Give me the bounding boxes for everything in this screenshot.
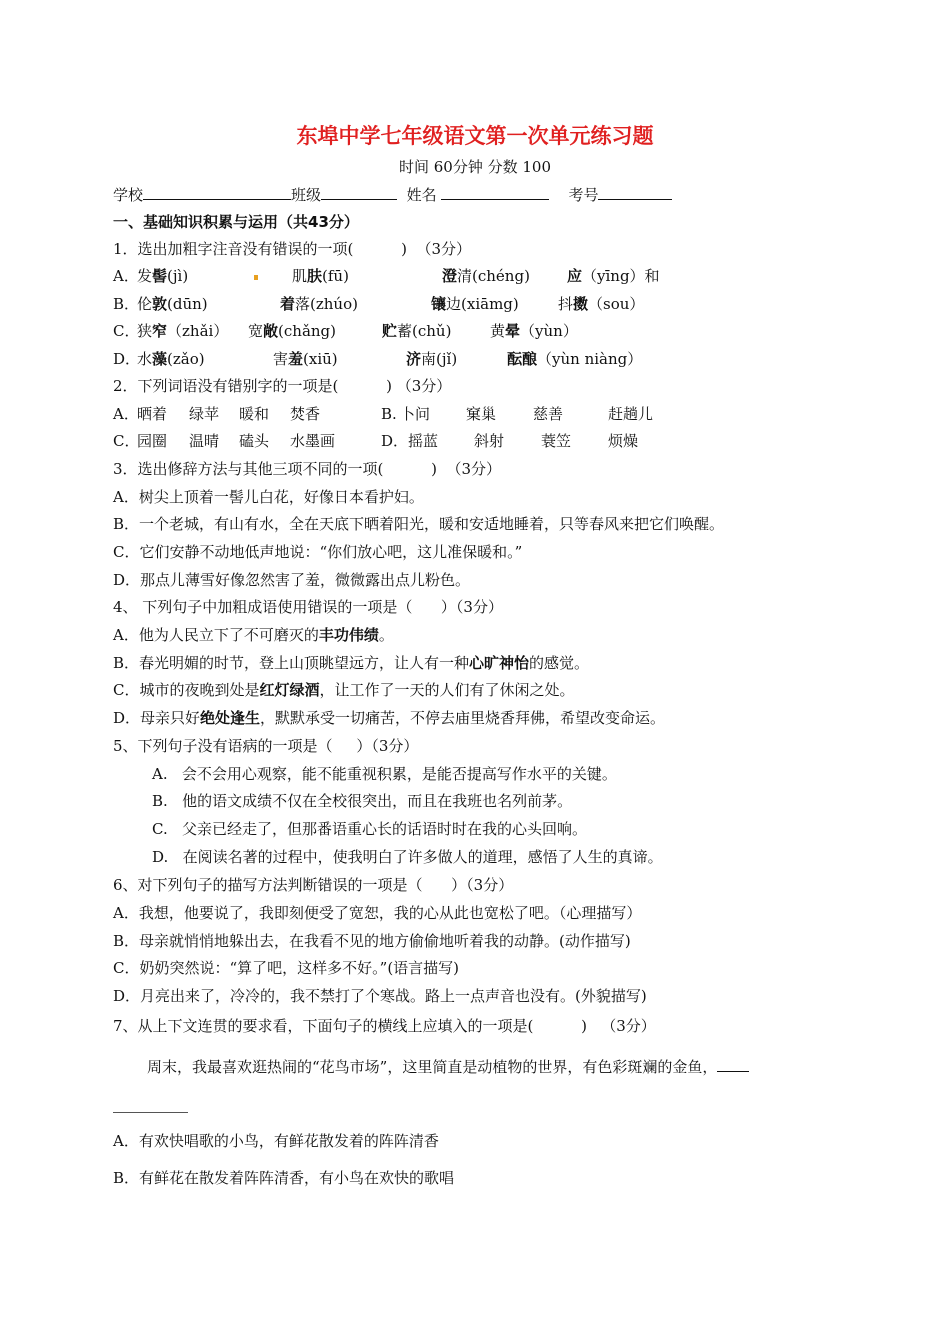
q1-option-b-label: B． — [113, 295, 140, 313]
q3-option-b: B．一个老城，有山有水，全在天底下晒着阳光，暖和安适地睡着，只等春风来把它们唤醒。 — [113, 515, 725, 533]
q2-word: 磕头 — [239, 432, 270, 450]
q5-option-b: B. 他的语文成绩不仅在全校很突出，而且在我班也名列前茅。 — [152, 792, 573, 810]
student-info-line — [113, 184, 672, 205]
section-heading: 一、基础知识积累与运用（共43分） — [113, 213, 359, 231]
q6-option-b: B．母亲就悄悄地躲出去，在我看不见的地方偷偷地听着我的动静。(动作描写) — [113, 932, 631, 950]
q2-option-b-label: B. — [381, 405, 397, 423]
q2-word: 摇蓝 — [408, 432, 439, 450]
question-3-stem: 3．选出修辞方法与其他三项不同的一项( ) （3分） — [113, 460, 502, 478]
school-blank[interactable] — [143, 184, 291, 200]
q2-word: 斜射 — [474, 432, 505, 450]
q5-option-a: A. 会不会用心观察，能不能重视积累，是能否提高写作水平的关键。 — [152, 765, 617, 783]
q1-option-d-item-4: 酝酿（yùn niàng） — [507, 350, 643, 368]
q2-word: 蓑笠 — [541, 432, 572, 450]
q4-option-c: C．城市的夜晚到处是红灯绿酒，让工作了一天的人们有了休闲之处。 — [113, 681, 575, 699]
q4-option-a: A．他为人民立下了不可磨灭的丰功伟绩。 — [113, 626, 394, 644]
q1-option-b-item-1: 伦敦(dūn) — [137, 295, 208, 313]
question-1-stem: 1．选出加粗字注音没有错误的一项( ) （3分） — [113, 240, 472, 258]
q2-word: 窠巢 — [466, 405, 497, 423]
exam-no-label: 考号 — [568, 186, 599, 204]
name-label: 姓名 — [406, 186, 437, 204]
q4-option-b: B．春光明媚的时节，登上山顶眺望远方，让人有一种心旷神怡的感觉。 — [113, 654, 590, 672]
q5-option-d: D. 在阅读名著的过程中，使我明白了许多做人的道理，感悟了人生的真谛。 — [152, 848, 663, 866]
q3-option-a: A．树尖上顶着一髻儿白花，好像日本看护妇。 — [113, 488, 424, 506]
q7-answer-blank[interactable] — [717, 1056, 749, 1072]
q1-option-d-item-2: 害羞(xiū) — [273, 350, 338, 368]
class-label: 班级 — [291, 186, 322, 204]
q7-option-b: B．有鲜花在散发着阵阵清香，有小鸟在欢快的歌唱 — [113, 1169, 455, 1187]
q3-option-c: C．它们安静不动地低声地说：“你们放心吧，这儿准保暖和。” — [113, 543, 523, 561]
name-blank[interactable] — [441, 184, 549, 200]
exam-no-blank[interactable] — [598, 184, 672, 200]
q7-option-a: A．有欢快唱歌的小鸟，有鲜花散发着的阵阵清香 — [113, 1132, 439, 1150]
q1-option-a-item-4: 应（yīng）和 — [567, 267, 660, 285]
q5-option-c: C. 父亲已经走了，但那番语重心长的话语时时在我的心头回响。 — [152, 820, 588, 838]
q2-word: 卜问 — [400, 405, 431, 423]
q2-option-a-label: A． — [113, 405, 139, 423]
q1-option-a-item-1: 发髻(jì) — [137, 267, 189, 285]
school-label: 学校 — [113, 186, 144, 204]
q1-option-b-item-2: 着落(zhúo) — [280, 295, 358, 313]
q1-option-a-item-3: 澄清(chéng) — [442, 267, 530, 285]
q6-option-c: C．奶奶突然说：“算了吧，这样多不好。”(语言描写) — [113, 959, 460, 977]
q2-word: 赶趟儿 — [608, 405, 654, 423]
q2-word: 晒着 — [137, 405, 168, 423]
q1-option-d-item-1: 水藻(zǎo) — [137, 350, 205, 368]
question-2-stem: 2．下列词语没有错别字的一项是( ) （3分） — [113, 377, 452, 395]
q2-word: 慈善 — [533, 405, 564, 423]
exam-subtitle: 时间 60分钟 分数 100 — [398, 158, 552, 176]
q6-option-d: D．月亮出来了，冷冷的，我不禁打了个寒战。路上一点声音也没有。(外貌描写) — [113, 987, 647, 1005]
answer-line[interactable] — [113, 1112, 188, 1113]
q1-option-a-item-2: 肌肤(fū) — [292, 267, 349, 285]
q1-option-c-item-2: 宽敞(chǎng) — [248, 322, 337, 340]
q1-option-d-label: D． — [113, 350, 141, 368]
exam-title: 东埠中学七年级语文第一次单元练习题 — [296, 124, 654, 148]
q2-option-d-label: D． — [381, 432, 409, 450]
question-6-stem: 6、对下列句子的描写方法判断错误的一项是（ ）（3分） — [113, 876, 514, 894]
q2-word: 烦燥 — [608, 432, 639, 450]
q1-option-d-item-3: 济南(jǐ) — [406, 350, 458, 368]
class-blank[interactable] — [321, 184, 397, 200]
question-4-stem: 4、 下列句子中加粗成语使用错误的一项是（ ）（3分） — [113, 598, 503, 616]
q7-passage: 周末，我最喜欢逛热闹的“花鸟市场”，这里简直是动植物的世界，有色彩斑斓的金鱼， — [147, 1056, 749, 1077]
q1-option-a-label: A． — [113, 267, 139, 285]
q2-word: 绿苹 — [189, 405, 220, 423]
question-5-stem: 5、下列句子没有语病的一项是（ ）（3分） — [113, 737, 419, 755]
q2-word: 水墨画 — [290, 432, 336, 450]
q2-word: 焚香 — [290, 405, 321, 423]
q1-option-c-item-1: 狭窄（zhǎi） — [137, 322, 229, 340]
q1-option-c-label: C． — [113, 322, 140, 340]
q2-word: 温晴 — [189, 432, 220, 450]
q2-word: 暖和 — [239, 405, 270, 423]
orange-mark — [254, 275, 258, 280]
q6-option-a: A．我想，他要说了，我即刻便受了宽恕，我的心从此也宽松了吧。（心理描写） — [113, 904, 642, 922]
q1-option-c-item-3: 贮蓄(chǔ) — [382, 322, 452, 340]
q1-option-b-item-4: 抖擞（sou） — [558, 295, 645, 313]
q1-option-b-item-3: 镶边(xiāmg) — [431, 295, 519, 313]
q3-option-d: D．那点儿薄雪好像忽然害了羞，微微露出点儿粉色。 — [113, 571, 471, 589]
q2-word: 园圈 — [137, 432, 168, 450]
q1-option-c-item-4: 黄晕（yùn） — [490, 322, 578, 340]
q2-option-c-label: C． — [113, 432, 140, 450]
q4-option-d: D．母亲只好绝处逢生，默默承受一切痛苦，不停去庙里烧香拜佛，希望改变命运。 — [113, 709, 666, 727]
question-7-stem: 7、从上下文连贯的要求看，下面句子的横线上应填入的一项是( ) （3分） — [113, 1017, 656, 1035]
